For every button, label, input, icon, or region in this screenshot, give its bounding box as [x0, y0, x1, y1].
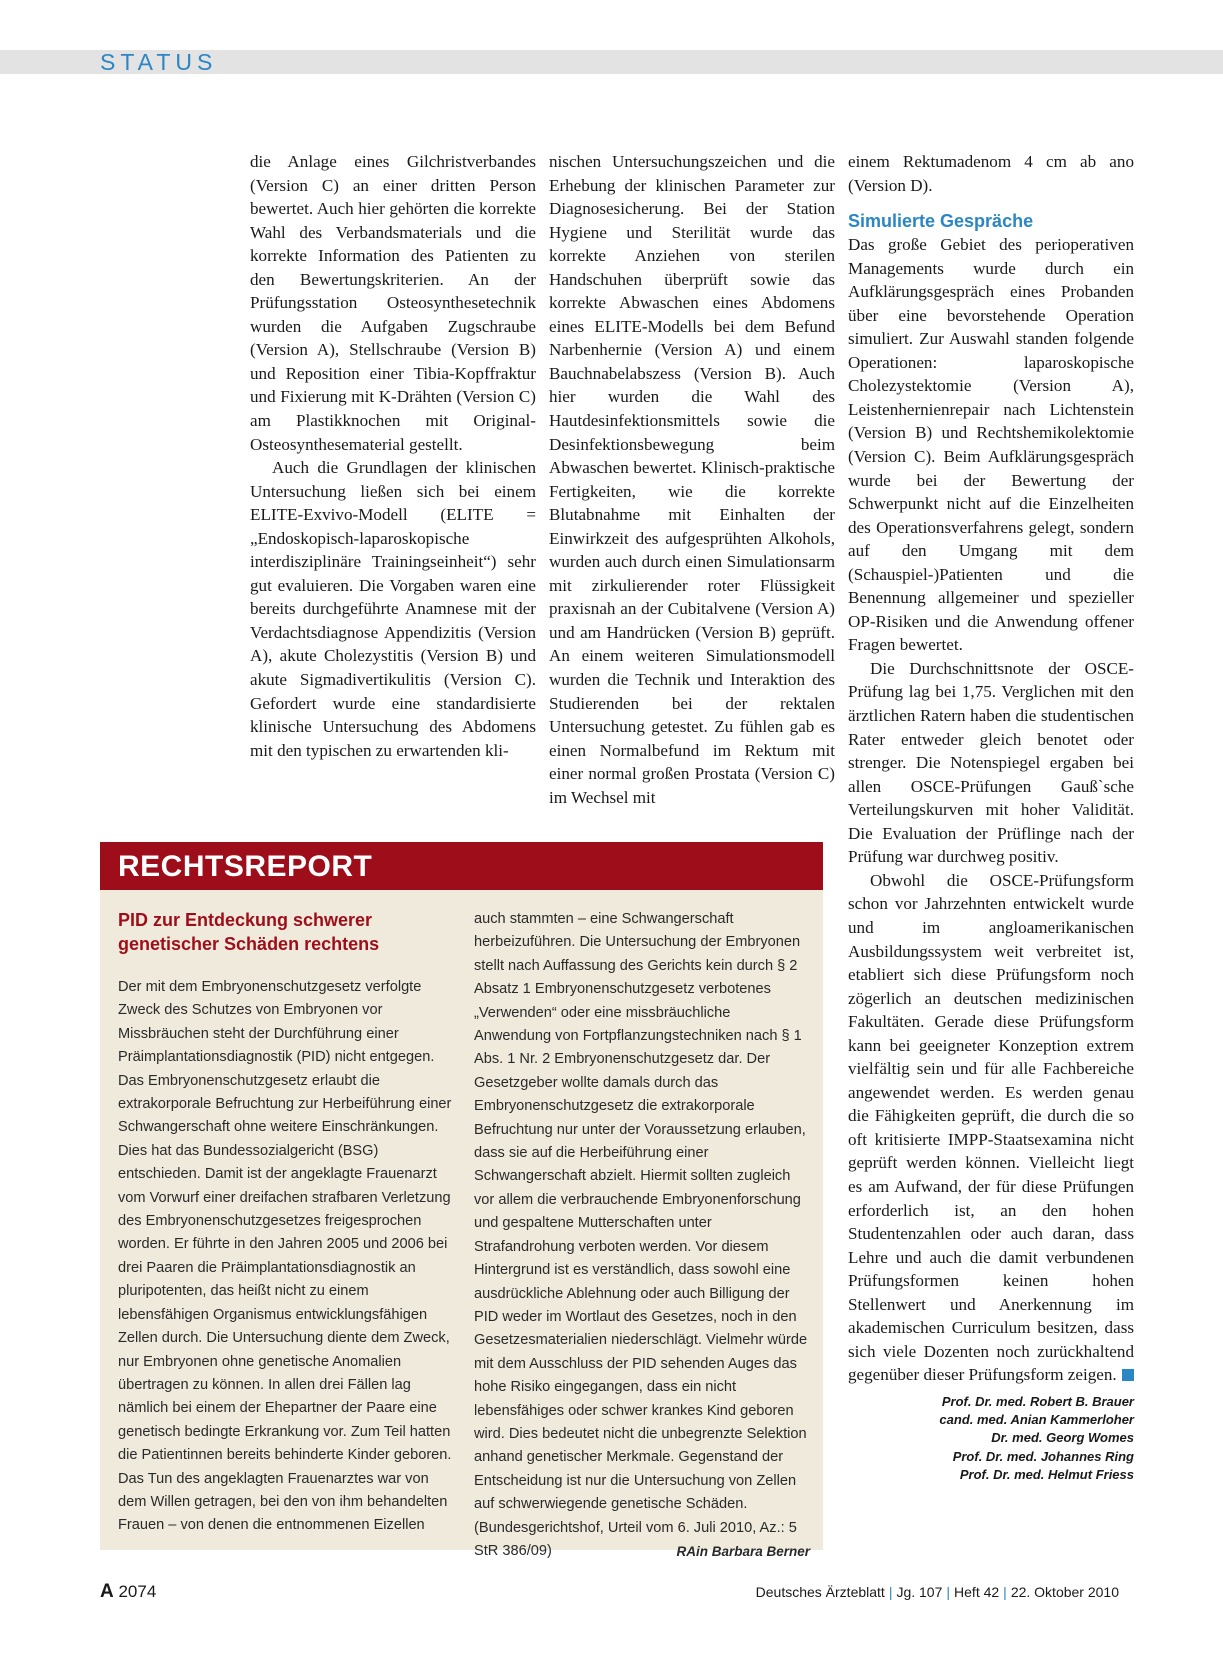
box-author: RAin Barbara Berner [676, 1543, 810, 1559]
article-column-2 [549, 150, 835, 809]
article-column-1 [250, 150, 536, 762]
separator: | [888, 1584, 893, 1600]
paragraph: einem Rektumadenom 4 cm ab ano (Version D). [848, 152, 1134, 195]
page-number: A 2074 [100, 1581, 157, 1602]
author: cand. med. Anian Kammerloher [939, 1412, 1134, 1428]
journal-info [756, 1584, 1119, 1600]
paragraph: Auch die Grundlagen der klinischen Untersuchung ließen sich bei einem ELITE-Exvivo-Modell (ELITE = „Endoskopisch-laparoskopische interdisziplinäre Trainingseinheit“) sehr gut evaluieren. Die Vorgaben waren eine bereits durchgeführte Anamnese mit der Verdachtsdiagnose Appendizitis (Version A), akute Cholezystitis (Version B) und akute Sigmadivertikulitis (Version C). Gefordert wurde eine standardisierte klinische Untersuchung des Abdomens mit den typischen zu erwartenden kli- [250, 458, 536, 760]
author: Prof. Dr. med. Robert B. Brauer [941, 1393, 1134, 1409]
section-heading: Simulierte Gespräche [848, 211, 1034, 232]
author: Prof. Dr. med. Helmut Friess [959, 1466, 1134, 1482]
separator: | [946, 1584, 951, 1600]
paragraph: die Anlage eines Gilchristverbandes (Version C) an einer dritten Person bewertet. Auch hier gehörten die korrekte Wahl des Verbandsmaterials und die korrekte Information des Patienten zu den Bewertungskriterien. An der Prüfungsstation Osteosynthesetechnik wurden die Aufgaben Zugschraube (Version A), Stellschraube (Version B) und Reposition einer Tibia-Kopffraktur und Fixierung mit K-Drähten (Version C) am Plastikknochen mit Original-Osteosynthesematerial gestellt. [250, 152, 536, 454]
box-column-1 [118, 908, 454, 1538]
paragraph: nischen Untersuchungszeichen und die Erhebung der klinischen Parameter zur Diagnosesicherung. Bei der Station Hygiene und Sterilität wurde das korrekte Anziehen von sterilen Handschuhen überprüft sowie das korrekte Abwaschen eines Abdomens eines ELITE-Modells bei dem Befund Narbenhernie (Version A) und einem Bauchnabelabszess (Version B). Auch hier wurden die Wahl des Hautdesinfektionsmittels sowie die Desinfektionsbewegung beim Abwaschen bewertet. Klinisch-praktische Fertigkeiten, wie die korrekte Blutabnahme mit Einhalten der Einwirkzeit des aufgesprühten Alkohols, wurden auch durch einen Simulationsarm mit zirkulierender roter Flüssigkeit praxisnah an der Cubitalvene (Version A) und am Handrücken (Version B) geprüft. An einem weiteren Simulationsmodell wurden die Technik und Interaktion des Studierenden bei der rektalen Untersuchung getestet. Zu fühlen gab es einen Normalbefund im Rektum mit einer normal großen Prostata (Version C) im Wechsel mit [549, 152, 835, 807]
paragraph: Das große Gebiet des perioperativen Managements wurde durch ein Aufklärungsgespräch eines Probanden über eine bevorstehende Operation simuliert. Zur Auswahl standen folgende Operationen: laparoskopische Cholezystektomie (Version A), Leistenhernienrepair nach Lichtenstein (Version B) und Rechtshemikolektomie (Version C). Beim Aufklärungsgespräch wurde bei der Bewertung der Schwerpunkt nicht auf die Einzelheiten des Operationsverfahrens gelegt, sondern auf den Umgang mit dem (Schauspiel-)Patienten und die Benennung allgemeiner und spezieller OP-Risiken und die Anwendung offener Fragen bewertet. [848, 235, 1134, 655]
section-label: STATUS [100, 49, 218, 75]
box-title: RECHTSREPORT [118, 850, 373, 883]
paragraph: auch stammten – eine Schwangerschaft herbeizuführen. Die Untersuchung der Embryonen stellt nach Auffassung des Gerichts kein durch § 2 Absatz 1 Embryonenschutzgesetz verbotenes „Verwenden“ oder eine missbräuchliche Anwendung von Fortpflanzungstechniken nach § 1 Abs. 1 Nr. 2 Embryonenschutzgesetz dar. Der Gesetzgeber wollte damals durch das Embryonenschutzgesetz die extrakorporale Befruchtung nur unter der Voraussetzung erlauben, dass sie auf die Herbeiführung einer Schwangerschaft abzielt. Hiermit sollten zugleich vor allem die verbrauchende Embryonenforschung und gespaltene Mutterschaften unter Strafandrohung verboten werden. Vor diesem Hintergrund ist es verständlich, dass sowohl eine ausdrückliche Ablehnung oder auch Billigung der PID weder im Wortlaut des Gesetzes, noch in den Gesetzesmaterialien niederschlägt. Vielmehr würde mit dem Ausschluss der PID sehenden Auges das hohe Risiko eingegangen, dass ein nicht lebensfähiges oder schwer krankes Kind geboren wird. Dies bedeutet nicht die unbegrenzte Selektion anhand genetischer Merkmale. Gegenstand der Entscheidung ist nur die Untersuchung von Zellen auf schwerwiegende genetische Schäden. (Bundesgerichtshof, Urteil vom 6. Juli 2010, Az.: 5 StR 386/09) RAin Barbara Berner [474, 908, 810, 1563]
author: Dr. med. Georg Womes [991, 1430, 1134, 1446]
box-header [100, 842, 823, 890]
volume: Jg. 107 [896, 1584, 943, 1600]
issue: Heft 42 [954, 1584, 1000, 1600]
journal-name: Deutsches Ärzteblatt [755, 1584, 885, 1600]
rechtsreport-box [100, 842, 823, 1559]
separator: | [1003, 1584, 1007, 1600]
paragraph: Der mit dem Embryonenschutzgesetz verfolgte Zweck des Schutzes von Embryonen vor Missbräuchen steht der Durchführung einer Präimplantationsdiagnostik (PID) nicht entgegen. Das Embryonenschutzgesetz erlaubt die extrakorporale Befruchtung zur Herbeiführung einer Schwangerschaft ohne weitere Einschränkungen. Dies hat das Bundessozialgericht (BSG) entschieden. Damit ist der angeklagte Frauenarzt vom Vorwurf einer dreifachen strafbaren Verletzung des Embryonenschutzgesetzes freigesprochen worden. Er führte in den Jahren 2005 und 2006 bei drei Paaren die Präimplantationsdiagnostik an pluripotenten, das heißt nicht zu einem lebensfähigen Organismus entwicklungsfähigen Zellen durch. Die Untersuchung diente dem Zweck, nur Embryonen ohne genetische Anomalien übertragen zu können. In allen drei Fällen lag nämlich bei einem der Ehepartner der Paare eine genetisch bedingte Erkrankung vor. Zum Teil hatten die Patientinnen bereits behinderte Kinder geboren. Das Tun des angeklagten Frauenarztes war von dem Willen getragen, bei den von ihm behandelten Frauen – von denen die entnommenen Eizellen [118, 979, 452, 1534]
article-column-3 [848, 150, 1134, 1484]
end-mark-icon [1122, 1369, 1134, 1381]
author-list [848, 1393, 1134, 1484]
paragraph: Obwohl die OSCE-Prüfungsform schon vor Jahrzehnten entwickelt wurde und im angloamerikanischen Ausbildungssystem weit verbreitet ist, etabliert sich diese Prüfungsform noch zögerlich an deutschen medizinischen Fakultäten. Gerade diese Prüfungsform kann bei geeigneter Konzeption extrem vielfältig sein und für alle Fachbereiche angewendet werden. Es werden genau die Fähigkeiten geprüft, die durch die so oft kritisierte IMPP-Staatsexamina nicht geprüft werden können. Vielleicht liegt es am Aufwand, der für diese Prüfungen erforderlich ist, an den hohen Studentenzahlen oder auch daran, dass Lehre und auch die damit verbundenen Prüfungsformen keinen hohen Stellenwert und Anerkennung im akademischen Curriculum besitzen, dass sich viele Dozenten noch zurückhaltend gegenüber dieser Prüfungsform zeigen. [848, 870, 1134, 1385]
author: Prof. Dr. med. Johannes Ring [952, 1448, 1134, 1464]
paragraph: Die Durchschnittsnote der OSCE-Prüfung lag bei 1,75. Verglichen mit den ärztlichen Ratern haben die studentischen Rater entweder gleich benotet oder strenger. Die Notenspiegel ergaben bei allen OSCE-Prüfungen Gauß`sche Verteilungskurven mit hoher Validität. Die Evaluation der Prüflinge nach der Prüfung war durchweg positiv. [848, 658, 1134, 867]
box-heading: PID zur Entdeckung schwerer genetischer Schäden rechtens [118, 910, 380, 954]
date: 22. Oktober 2010 [1010, 1584, 1119, 1600]
box-column-2 [474, 908, 810, 1563]
